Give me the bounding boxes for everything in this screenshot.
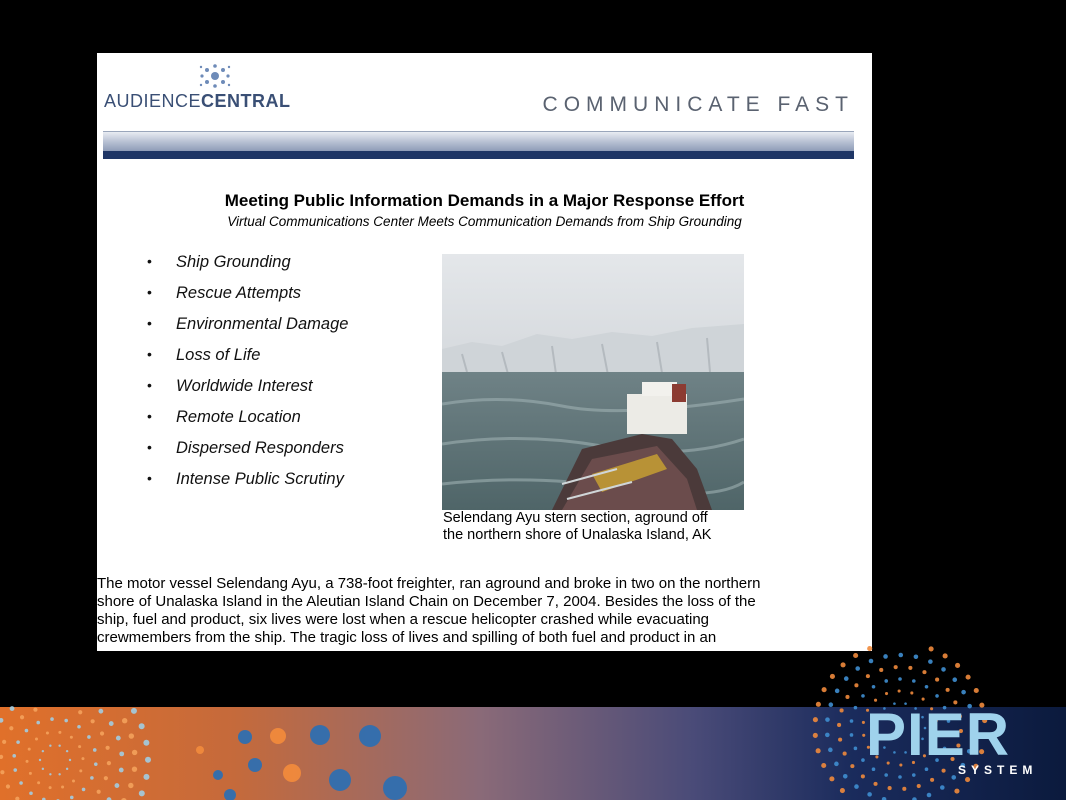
brand-part-audience: AUDIENCE	[104, 91, 202, 111]
paragraph-line: crewmembers from the ship. The tragic loss of lives and spilling of both fuel and product in an	[97, 629, 717, 646]
bullet-item: • Rescue Attempts	[147, 284, 348, 315]
pier-logo: PIER	[866, 701, 1011, 768]
bullet-item: • Remote Location	[147, 408, 348, 439]
paragraph-line: ship, fuel and product, six lives were lost when a rescue helicopter crashed while evacuating	[97, 611, 709, 628]
bullet-item: • Worldwide Interest	[147, 377, 348, 408]
paragraph-line: shore of Unalaska Island in the Aleutian Island Chain on December 7, 2004. Besides the loss of the	[97, 593, 756, 610]
bullet-item: • Dispersed Responders	[147, 439, 348, 470]
brand-tagline: COMMUNICATE FAST	[542, 93, 854, 116]
bullet-item: • Ship Grounding	[147, 253, 348, 284]
bullet-item: • Intense Public Scrutiny	[147, 470, 348, 501]
caption-line: the northern shore of Unalaska Island, AK	[443, 527, 712, 543]
bullet-item: • Environmental Damage	[147, 315, 348, 346]
caption-line: Selendang Ayu stern section, aground off	[443, 510, 708, 526]
bullet-item: • Loss of Life	[147, 346, 348, 377]
brand-part-central: CENTRAL	[201, 91, 291, 111]
pier-logo-subtitle: SYSTEM	[958, 763, 1038, 777]
paragraph-line: The motor vessel Selendang Ayu, a 738-foot freighter, ran aground and broke in two on the northern	[97, 575, 761, 592]
document-title: Meeting Public Information Demands in a Major Response Effort	[224, 191, 745, 210]
document-subtitle: Virtual Communications Center Meets Communication Demands from Ship Grounding	[227, 214, 742, 229]
